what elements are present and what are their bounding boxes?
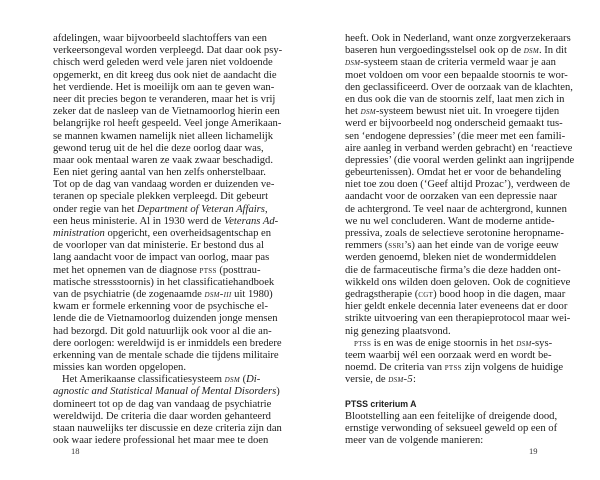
text-line bbox=[53, 228, 272, 240]
acronym: dsm bbox=[523, 45, 539, 57]
acronym: dsm bbox=[345, 57, 361, 69]
text-run: is en was de enige stoornis in het bbox=[371, 337, 517, 349]
text-line: nig genezing plaatsvond. bbox=[345, 325, 451, 337]
left-page-body bbox=[53, 33, 283, 447]
text-line bbox=[345, 57, 556, 69]
text-line bbox=[345, 106, 560, 118]
text-line: hier geldt enkele decennia later eveneens dat er door bbox=[345, 301, 568, 313]
text-line: we nu wel concluderen. Want de moderne antide- bbox=[345, 215, 555, 227]
acronym: cgt bbox=[418, 288, 434, 300]
text-line: verkeersongeval worden verpleegd. Dat daar ook psy- bbox=[53, 45, 283, 57]
text-line bbox=[53, 288, 273, 301]
text-line: werd er bijvoorbeeld nog onderscheid gemaakt tus- bbox=[345, 118, 563, 130]
text-line: sen ‘endogene depressies’ (die meer met een famili- bbox=[345, 130, 566, 142]
text-line: ernstige verwonding of seksueel geweld op een of bbox=[345, 422, 558, 434]
section-gap bbox=[345, 386, 548, 398]
text-run: ) bbox=[276, 386, 280, 398]
text-run: ’s) aan het einde van de vorige eeuw bbox=[404, 240, 559, 252]
text-run: ( bbox=[239, 374, 247, 386]
text-line: die de farmaceutische firma’s die deze hadden ont- bbox=[345, 264, 561, 276]
text-run: -sys- bbox=[531, 337, 553, 349]
text-line: niet toe zou doen (‘Geef altijd Prozac’), verdween de bbox=[345, 179, 571, 191]
italic-title: Department of Veteran Affairs bbox=[137, 203, 265, 215]
text-line: gebeurtenissen). Omdat het er voor de behandeling bbox=[345, 167, 562, 179]
acronym: dsm bbox=[516, 337, 532, 349]
text-run: -systeem staan de criteria vermeld waar je aan bbox=[360, 57, 556, 69]
text-line: moet voldoen om voor een bepaalde stoornis te wor- bbox=[345, 69, 568, 81]
text-run: remmers ( bbox=[345, 240, 389, 252]
text-run: opgericht, een overheidsagentschap en bbox=[104, 228, 272, 239]
text-line bbox=[345, 288, 566, 301]
text-line: neer dit precies begon te veranderen, maar het is vrij bbox=[53, 93, 276, 105]
text-run: , bbox=[264, 203, 268, 215]
acronym: dsm bbox=[224, 374, 240, 386]
text-line bbox=[53, 264, 261, 277]
text-line: afdelingen, waar bijvoorbeeld slachtoffers van een bbox=[53, 33, 267, 44]
text-run: versie, de bbox=[345, 374, 389, 386]
text-run: : bbox=[412, 374, 416, 386]
acronym: dsm bbox=[360, 106, 376, 118]
text-line: chisch werd geleden werd vele jaren niet voldoende bbox=[53, 57, 273, 69]
page-number: 19 bbox=[529, 446, 538, 456]
text-run: noemd. De criteria van bbox=[345, 362, 445, 374]
acronym: ptss bbox=[354, 337, 372, 349]
acronym: ptss bbox=[444, 362, 462, 374]
text-line: gewond terug uit de hel die deze oorlog daar was, bbox=[53, 142, 264, 154]
text-line: missies kan worden opgelopen. bbox=[53, 362, 186, 374]
text-line: domineert tot op de dag van vandaag de psychiatrie bbox=[53, 398, 272, 410]
italic-title: ministration bbox=[53, 228, 105, 239]
text-line: lende die de Vietnamoorlog duizenden jonge mensen bbox=[53, 313, 278, 325]
text-line bbox=[53, 374, 261, 386]
text-line: en dus ook die van de stoornis zelf, laat men zich in bbox=[345, 93, 565, 105]
text-line: staan nauwelijks ter discussie en deze criteria zijn dan bbox=[53, 423, 282, 434]
right-page bbox=[300, 0, 600, 480]
text-run: gedragstherapie ( bbox=[345, 288, 419, 300]
page-number: 18 bbox=[71, 446, 80, 456]
text-run: zijn volgens de huidige bbox=[461, 362, 564, 374]
text-line bbox=[53, 386, 280, 398]
text-line: ook waar iedere professional het maar mee te doen bbox=[53, 435, 269, 447]
text-line: belangrijke rol heeft gespeeld. Veel jonge Amerikaan- bbox=[53, 118, 282, 130]
acronym: dsm-iii bbox=[204, 288, 232, 300]
text-run: baseren hun vergoedingsstelsel ook op de bbox=[345, 45, 524, 57]
text-run: met het opnemen van de diagnose bbox=[53, 264, 200, 276]
text-line: de voorloper van dat ministerie. Er bestond dus al bbox=[53, 240, 264, 252]
text-line: aire aanleg in verband werden gebracht) en ‘reactieve bbox=[345, 142, 573, 154]
text-line: zeker dat de nasleep van de Vietnamoorlog hierin een bbox=[53, 106, 280, 118]
right-page-body bbox=[345, 33, 575, 447]
text-line: aandacht voor de oorzaken van een depressie naar bbox=[345, 191, 558, 203]
text-line: erkenning van de mentale schade die tijdens militaire bbox=[53, 349, 279, 361]
text-line: meer van de volgende manieren: bbox=[345, 435, 484, 446]
text-line: kwam er formele erkenning voor de psychische el- bbox=[53, 301, 269, 313]
text-line: het verdiende. Het is moeilijk om aan te geven wan- bbox=[53, 81, 275, 93]
acronym: ptss bbox=[199, 264, 217, 276]
text-line: matische stressstoornis) in het classificatiehandboek bbox=[53, 276, 275, 288]
text-line: depressies’ (die vooral werden gelinkt aan ingrijpende bbox=[345, 154, 575, 166]
section-heading: PTSS criterium A bbox=[345, 399, 417, 410]
italic-title: agnostic and Statistical Manual of Mental Disorders bbox=[53, 386, 277, 398]
text-line: strikte uitvoering van een therapieprotocol maar wei- bbox=[345, 313, 571, 325]
text-line: wikkeld ons wilden doen geloven. Ook de cognitieve bbox=[345, 276, 571, 288]
text-run: van de psychiatrie (de zogenaamde bbox=[53, 288, 205, 300]
text-line: teem waarbij wél een oorzaak werd en wordt be- bbox=[345, 349, 552, 361]
text-run: uit 1980) bbox=[231, 288, 273, 300]
text-run: ) bood hoop in die dagen, maar bbox=[433, 288, 566, 300]
text-line bbox=[53, 215, 279, 228]
text-line: maar ook mentaal waren ze vaak zwaar beschadigd. bbox=[53, 154, 274, 166]
text-line: dere oorlogen: wereldwijd is er inmiddels een bredere bbox=[53, 337, 282, 349]
text-line: wereldwijd. De criteria die daar worden gehanteerd bbox=[53, 410, 271, 422]
text-line: opgemerkt, en dit kreeg dus ook niet de aandacht die bbox=[53, 69, 277, 81]
text-line: heeft. Ook in Nederland, want onze zorgverzekeraars bbox=[345, 33, 571, 44]
text-run: Het Amerikaanse classificatiesysteem bbox=[62, 374, 225, 386]
text-run: een heus ministerie. Al in 1930 werd de bbox=[53, 215, 224, 227]
acronym: ssri bbox=[388, 240, 405, 252]
text-line: lang aandacht voor de impact van oorlog, maar pas bbox=[53, 252, 270, 264]
text-line bbox=[345, 45, 567, 57]
text-line bbox=[53, 203, 268, 216]
text-line: se mannen kwamen namelijk niet alleen lichamelijk bbox=[53, 130, 274, 142]
text-line: de achtergrond. Te veel naar de achtergrond, kunnen bbox=[345, 203, 567, 215]
text-line: Blootstelling aan een feitelijke of dreigende dood, bbox=[345, 410, 558, 422]
italic-title: Di- bbox=[246, 374, 261, 386]
text-run: (posttrau- bbox=[216, 264, 261, 276]
text-line: pressiva, zoals de selectieve serotonine heropname- bbox=[345, 228, 564, 239]
text-line: had bezorgd. Dit gold natuurlijk ook voor al die an- bbox=[53, 325, 272, 337]
italic-title: Veterans Ad- bbox=[223, 215, 279, 227]
text-line: Tot op de dag van vandaag worden er duizenden ve- bbox=[53, 179, 275, 191]
text-run: het bbox=[345, 106, 361, 118]
acronym: dsm-5 bbox=[388, 374, 413, 386]
text-run: . In dit bbox=[538, 45, 567, 57]
text-line: Een niet gering aantal van hen zelfs onherstelbaar. bbox=[53, 167, 266, 179]
text-line bbox=[345, 337, 553, 350]
text-run: onder regie van het bbox=[53, 203, 138, 215]
text-run: -systeem bewust niet uit. In vroegere tijden bbox=[375, 106, 560, 118]
text-line: werden genoemd, bleken niet de wondermiddelen bbox=[345, 252, 557, 264]
text-line bbox=[345, 240, 559, 252]
text-line bbox=[345, 374, 548, 386]
text-line: den geclassificeerd. Over de oorzaak van de klachten, bbox=[345, 81, 573, 93]
text-line bbox=[345, 362, 564, 374]
text-line: teranen op speciale plekken verpleegd. Dit gebeurt bbox=[53, 191, 269, 203]
